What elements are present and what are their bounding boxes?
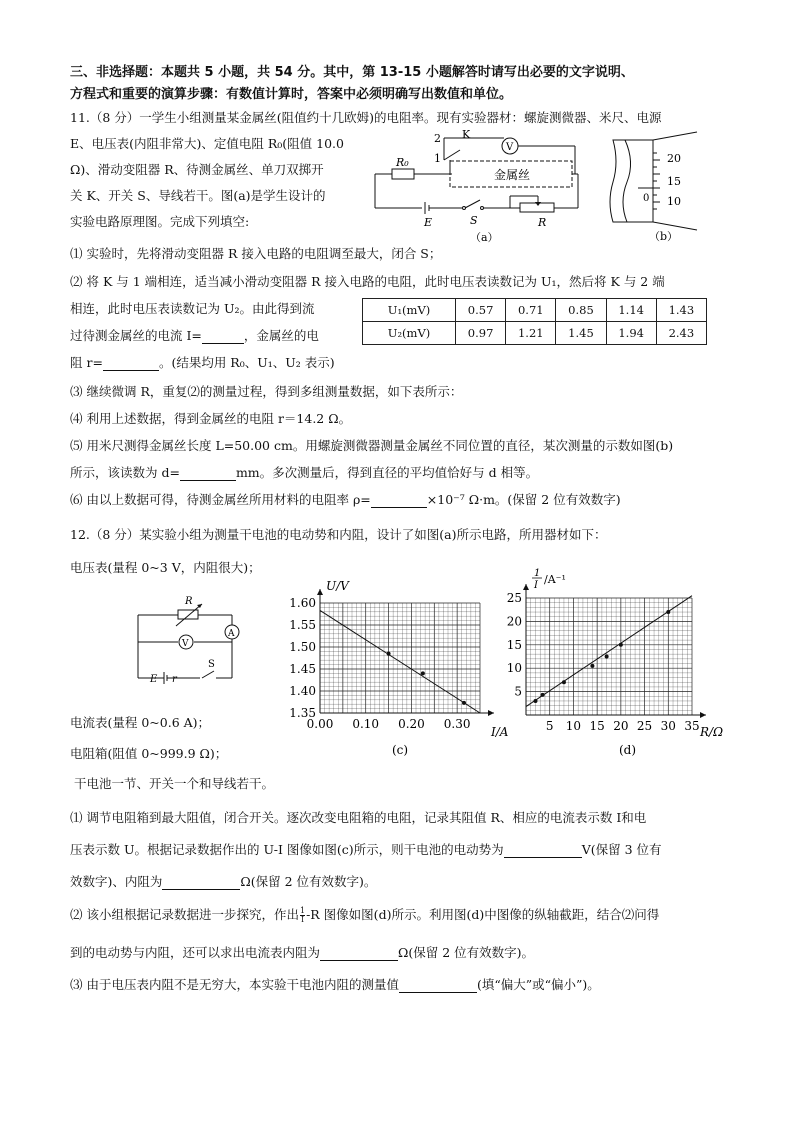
x-tick-label: 0.10 [352,717,380,731]
q12-resistor-box: 电阻箱(阻值 0~999.9 Ω)； [70,746,228,761]
q12-p3-blank[interactable] [399,977,477,993]
x-axis-arrow [700,712,706,718]
data-point [541,693,545,697]
table-cell: 0.71 [506,299,556,322]
q11-rho-note: ×10⁻⁷ Ω·m。(保留 2 位有效数字) [426,492,621,507]
fig-a-k1: 1 [434,152,441,165]
chart-c-ylabel: U/V [326,579,349,593]
fig-b-zero: 0 [643,193,650,204]
chart-d-ylabel-unit: /A⁻¹ [544,573,566,586]
q11-rho-blank[interactable] [371,492,427,508]
q12-r-text: 效数字)、内阻为 [70,874,163,889]
q11-d-note: mm。多次测量后，得到直径的平均值恰好与 d 相等。 [235,465,539,480]
fit-line [320,610,480,713]
data-point [533,699,537,703]
section-header-line2: 方程式和重要的演算步骤：有数值计算时，答案中必须明确写出数值和单位。 [70,87,513,102]
fig-b-caption: （b） [649,230,679,243]
x-axis-arrow [488,710,494,716]
q12-ra-blank[interactable] [320,945,398,961]
q12-emf-text: 压表示数 U。根据记录数据作出的 U-I 图像如图(c)所示，则干电池的电动势为 [70,842,504,857]
q11-step2-line2: 相连，此时电压表读数记为 U₂。由此得到流 [70,301,315,316]
q11-step5-line1: ⑸ 用米尺测得金属丝长度 L=50.00 cm。用螺旋测微器测量金属丝不同位置的直径，某次测量的示数如图(b) [70,438,674,453]
y-tick-label: 5 [514,684,522,699]
data-point [590,664,594,668]
q11-current-blank[interactable] [202,328,244,344]
fig-a-caption: （a） [470,231,499,244]
q11-step1: ⑴ 实验时，先将滑动变阻器 R 接入电路的电阻调至最大，闭合 S； [70,246,442,261]
table-cell: 1.94 [606,322,656,345]
y-tick-label: 15 [506,637,522,652]
table-cell: 0.57 [456,299,506,322]
q12-ra-note: Ω(保留 2 位有效数字)。 [398,945,535,960]
chart-c-caption: (c) [392,743,409,757]
chart-d-ylabel-den: I [534,580,538,591]
q12-circuit-R: R [185,596,193,607]
data-point [421,671,425,675]
q12-circuit-r: r [172,674,177,685]
q12-r-note: Ω(保留 2 位有效数字)。 [240,874,377,889]
q12-p1-line2 [70,840,662,858]
q11-current-text: 过待测金属丝的电流 I= [70,328,202,343]
q11-data-table [362,298,707,345]
x-tick-label: 0.00 [306,717,334,731]
data-point [666,610,670,614]
y-tick-label: 1.45 [289,662,316,676]
q11-resistance-text: ，金属丝的电 [243,328,319,343]
figure-b-micrometer [605,132,705,244]
figure-a-circuit [370,128,585,246]
fig-a-E: E [424,216,433,229]
fig-a-K: K [462,128,471,141]
table-cell: 0.85 [556,299,606,322]
y-axis-arrow [523,584,529,590]
table-cell: 1.21 [506,322,556,345]
q11-intro-1: E、电压表(内阻非常大)、定值电阻 R₀(阻值 10.0 [70,136,344,151]
table-cell: 0.97 [456,322,506,345]
q11-step2-line1: ⑵ 将 K 与 1 端相连，适当减小滑动变阻器 R 接入电路的电阻，此时电压表读数记为 U₁，然后将 K 与 2 端 [70,274,665,289]
fig-a-R0: R₀ [396,156,409,169]
x-tick-label: 10 [565,719,582,733]
q12-circuit-E: E [150,674,158,685]
q12-frac [300,907,305,924]
x-tick-label: 0.20 [398,717,425,731]
chart-c-xlabel: I/A [491,725,509,739]
q12-emf-note: V(保留 3 位有 [581,842,662,857]
q11-intro-4: 实验电路原理图。完成下列填空: [70,214,250,229]
y-axis-arrow [317,589,323,595]
q12-others: 干电池一节、开关一个和导线若干。 [74,776,275,791]
x-tick-label: 5 [545,719,554,733]
q11-d-blank[interactable] [180,465,236,481]
table-row [363,299,707,322]
table-cell: 2.43 [656,322,706,345]
fig-b-tick-10: 10 [667,195,681,208]
q12-circuit-V: V [182,639,189,649]
x-tick-label: 15 [589,719,605,733]
q12-circuit-A: A [228,629,235,639]
fig-a-k2: 2 [434,132,441,145]
fig-b-tick-15: 15 [667,175,681,188]
q12-line1: 12.（8 分）某实验小组为测量干电池的电动势和内阻，设计了如图(a)所示电路，所用器材如下： [70,527,607,542]
table-cell: 1.45 [556,322,606,345]
y-tick-label: 1.55 [289,618,316,632]
x-tick-label: 20 [613,719,629,733]
x-tick-label: 0.30 [443,717,471,731]
data-point [605,655,609,659]
x-tick-label: 25 [636,719,653,733]
q12-p3-note: (填“偏大”或“偏小”)。 [476,977,600,992]
q12-p1-line1: ⑴ 调节电阻箱到最大阻值，闭合开关。逐次改变电阻箱的电阻，记录其阻值 R、相应的电流表示数 I和电 [70,810,647,825]
q12-p1-line3 [70,872,376,890]
data-point [619,643,623,647]
data-point [462,701,466,705]
x-tick-label: 30 [660,719,676,733]
q11-step4: ⑷ 利用上述数据，得到金属丝的电阻 r＝14.2 Ω。 [70,411,352,426]
y-tick-label: 1.35 [289,706,316,720]
q11-r-note: 。(结果均用 R₀、U₁、U₂ 表示) [158,355,335,370]
chart-d [506,564,740,763]
q12-frac-den: I [300,915,305,924]
q12-circuit-S: S [208,659,215,670]
q12-frac-num: 1 [299,906,306,915]
fig-a-wire: 金属丝 [494,168,531,182]
table-cell: 1.43 [656,299,706,322]
fig-b-tick-20: 20 [667,152,681,165]
data-point [562,680,566,684]
q12-ra-text: 到的电动势与内阻，还可以求出电流表内阻为 [70,945,321,960]
q11-line1: 11.（8 分）一学生小组测量某金属丝(阻值约十几欧姆)的电阻率。现有实验器材：螺旋测微器、米尺、电源 [70,110,662,125]
q11-step2-line4 [70,353,335,371]
chart-d-caption: (d) [619,743,637,757]
q12-emf-blank[interactable] [504,842,582,858]
q12-r-blank[interactable] [162,874,240,890]
fig-a-S: S [470,214,478,227]
q12-voltmeter: 电压表(量程 0~3 V，内阻很大)； [70,560,261,575]
y-tick-label: 1.50 [289,640,316,654]
table-cell: 1.14 [606,299,656,322]
y-tick-label: 25 [506,591,522,605]
chart-d-ylabel-num: 1 [534,568,541,579]
q12-p2-text: ⑵ 该小组根据记录数据进一步探究，作出 [70,907,299,922]
q11-d-text: 所示，该读数为 d= [70,465,180,480]
y-tick-label: 20 [506,614,522,629]
q12-ammeter: 电流表(量程 0~0.6 A)； [70,715,211,730]
chart-d-xlabel: R/Ω [700,725,724,739]
q11-step5-line2 [70,463,538,481]
q12-p3-text: ⑶ 由于电压表内阻不是无穷大，本实验干电池内阻的测量值 [70,977,399,992]
y-tick-label: 1.60 [289,596,316,610]
section-header-line1: 三、非选择题：本题共 5 小题，共 54 分。其中，第 13-15 小题解答时请写出必要的文字说明、 [70,65,634,80]
y-tick-label: 10 [506,661,522,676]
table-row-label: U₁(mV) [363,299,456,322]
table-row-label: U₂(mV) [363,322,456,345]
q11-step3: ⑶ 继续微调 R，重复⑵的测量过程，得到多组测量数据，如下表所示： [70,384,463,399]
q12-p2-text2: -R 图像如图(d)所示。利用图(d)中图像的纵轴截距，结合⑵问得 [306,907,660,922]
q11-r-blank[interactable] [103,355,159,371]
q12-p2-line2 [70,943,534,961]
q11-rho-text: ⑹ 由以上数据可得，待测金属丝所用材料的电阻率 ρ= [70,492,371,507]
y-tick-label: 1.40 [289,684,316,698]
data-point [387,652,391,656]
fig-a-V: V [506,142,514,153]
x-tick-label: 35 [684,719,700,733]
q11-step6 [70,490,621,508]
chart-c [289,568,509,763]
q11-step2-line3 [70,326,319,344]
q11-intro-3: 关 K、开关 S、导线若干。图(a)是学生设计的 [70,188,326,203]
q11-intro-2: Ω)、滑动变阻器 R、待测金属丝、单刀双掷开 [70,162,324,177]
fig-a-R: R [538,216,547,229]
q11-r-text: 阻 r= [70,355,103,370]
q12-circuit [132,590,244,690]
q12-p2-line1 [70,905,659,924]
q12-p3 [70,975,600,993]
table-row [363,322,707,345]
